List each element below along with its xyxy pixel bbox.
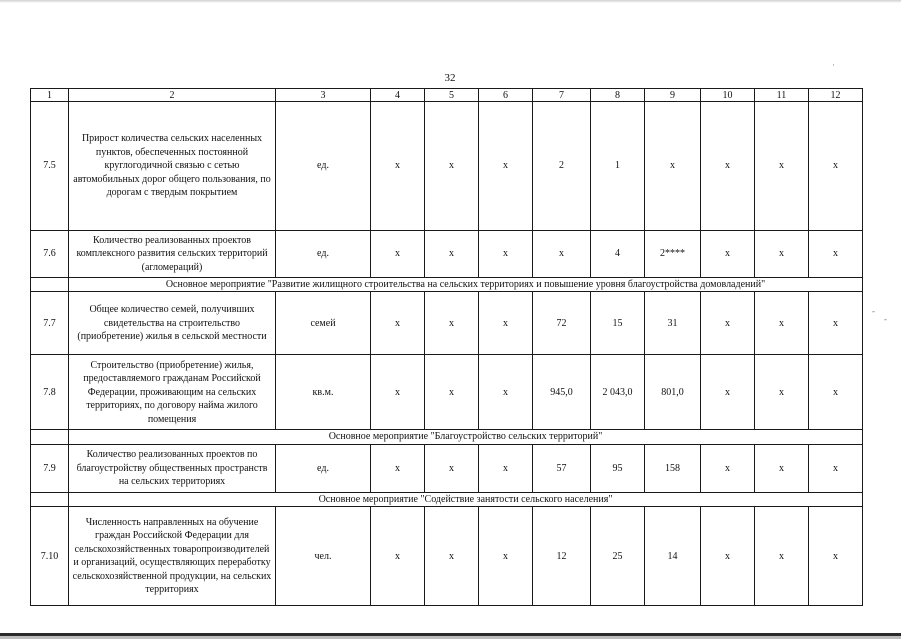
value-cell: х <box>701 292 755 355</box>
value-cell: х <box>701 507 755 606</box>
indicators-table <box>30 88 863 606</box>
row-number: 7.8 <box>31 355 69 430</box>
value-cell: х <box>755 444 809 492</box>
value-cell: х <box>479 292 533 355</box>
value-cell: х <box>479 444 533 492</box>
column-header: 11 <box>755 89 809 102</box>
scan-speck: - <box>872 306 875 316</box>
value-cell: х <box>701 231 755 278</box>
row-number: 7.7 <box>31 292 69 355</box>
column-header: 6 <box>479 89 533 102</box>
section-title: Основное мероприятие "Благоустройство сельских территорий" <box>69 430 863 444</box>
column-header: 7 <box>533 89 591 102</box>
value-cell: х <box>701 355 755 430</box>
value-cell: х <box>371 292 425 355</box>
section-title: Основное мероприятие "Содействие занятости сельского населения" <box>69 492 863 506</box>
column-header: 5 <box>425 89 479 102</box>
value-cell: 2**** <box>645 231 701 278</box>
value-cell: 95 <box>591 444 645 492</box>
value-cell: 158 <box>645 444 701 492</box>
value-cell: х <box>809 102 863 231</box>
section-row <box>31 278 863 292</box>
value-cell: х <box>645 102 701 231</box>
value-cell: х <box>371 231 425 278</box>
header-row <box>31 89 863 102</box>
row-number: 7.9 <box>31 444 69 492</box>
table-row <box>31 355 863 430</box>
value-cell: х <box>809 444 863 492</box>
value-cell: х <box>701 444 755 492</box>
value-cell: 1 <box>591 102 645 231</box>
indicator-name: Строительство (приобретение) жилья, предоставляемого гражданам Российской Федерации, проживающим на сельских территориях, по договору найма жилого помещения <box>69 355 276 430</box>
value-cell: х <box>425 444 479 492</box>
value-cell: х <box>425 292 479 355</box>
column-header: 2 <box>69 89 276 102</box>
table-row <box>31 102 863 231</box>
section-title: Основное мероприятие "Развитие жилищного строительства на сельских территориях и повышение уровня благоустройства домовладений" <box>69 278 863 292</box>
value-cell: х <box>425 355 479 430</box>
value-cell: х <box>755 102 809 231</box>
value-cell: х <box>755 292 809 355</box>
value-cell: 25 <box>591 507 645 606</box>
unit-cell: ед. <box>276 102 371 231</box>
value-cell: 801,0 <box>645 355 701 430</box>
column-header: 1 <box>31 89 69 102</box>
unit-cell: кв.м. <box>276 355 371 430</box>
value-cell: х <box>479 355 533 430</box>
unit-cell: ед. <box>276 231 371 278</box>
value-cell: 4 <box>591 231 645 278</box>
value-cell: х <box>809 292 863 355</box>
value-cell: х <box>425 102 479 231</box>
unit-cell: чел. <box>276 507 371 606</box>
value-cell: 72 <box>533 292 591 355</box>
value-cell: х <box>425 231 479 278</box>
table-body <box>31 89 863 606</box>
value-cell: 945,0 <box>533 355 591 430</box>
section-row <box>31 430 863 444</box>
value-cell: х <box>425 507 479 606</box>
value-cell: х <box>371 444 425 492</box>
value-cell: 2 <box>533 102 591 231</box>
value-cell: 31 <box>645 292 701 355</box>
value-cell: х <box>809 355 863 430</box>
empty-cell <box>31 492 69 506</box>
column-header: 8 <box>591 89 645 102</box>
value-cell: 57 <box>533 444 591 492</box>
value-cell: 2 043,0 <box>591 355 645 430</box>
value-cell: х <box>479 231 533 278</box>
value-cell: х <box>371 355 425 430</box>
indicator-name: Количество реализованных проектов комплексного развития сельских территорий (агломераций) <box>69 231 276 278</box>
value-cell: х <box>371 507 425 606</box>
scan-top-edge <box>0 0 901 3</box>
column-header: 3 <box>276 89 371 102</box>
value-cell: х <box>755 507 809 606</box>
value-cell: х <box>371 102 425 231</box>
value-cell: х <box>533 231 591 278</box>
value-cell: 15 <box>591 292 645 355</box>
row-number: 7.6 <box>31 231 69 278</box>
scan-speck: · <box>832 60 835 70</box>
value-cell: х <box>479 102 533 231</box>
value-cell: х <box>479 507 533 606</box>
value-cell: х <box>701 102 755 231</box>
table-row <box>31 507 863 606</box>
empty-cell <box>31 430 69 444</box>
indicator-name: Прирост количества сельских населенных пунктов, обеспеченных постоянной круглогодичной связью с сетью автомобильных дорог общего пользования, по дорогам с твердым покрытием <box>69 102 276 231</box>
row-number: 7.5 <box>31 102 69 231</box>
indicator-name: Численность направленных на обучение граждан Российской Федерации для сельскохозяйственных товаропроизводителей и организаций, осуществляющих переработку сельскохозяйственной продукции, на сельских территориях <box>69 507 276 606</box>
column-header: 12 <box>809 89 863 102</box>
table-row <box>31 231 863 278</box>
value-cell: х <box>755 231 809 278</box>
column-header: 9 <box>645 89 701 102</box>
column-header: 10 <box>701 89 755 102</box>
row-number: 7.10 <box>31 507 69 606</box>
value-cell: х <box>755 355 809 430</box>
indicator-name: Количество реализованных проектов по благоустройству общественных пространств на сельских территориях <box>69 444 276 492</box>
empty-cell <box>31 278 69 292</box>
table-row <box>31 292 863 355</box>
value-cell: 14 <box>645 507 701 606</box>
page-number: 32 <box>444 72 456 84</box>
scan-speck: - <box>884 314 887 324</box>
value-cell: х <box>809 231 863 278</box>
section-row <box>31 492 863 506</box>
value-cell: 12 <box>533 507 591 606</box>
unit-cell: ед. <box>276 444 371 492</box>
indicator-name: Общее количество семей, получивших свидетельства на строительство (приобретение) жилья в сельской местности <box>69 292 276 355</box>
value-cell: х <box>809 507 863 606</box>
unit-cell: семей <box>276 292 371 355</box>
column-header: 4 <box>371 89 425 102</box>
table-row <box>31 444 863 492</box>
